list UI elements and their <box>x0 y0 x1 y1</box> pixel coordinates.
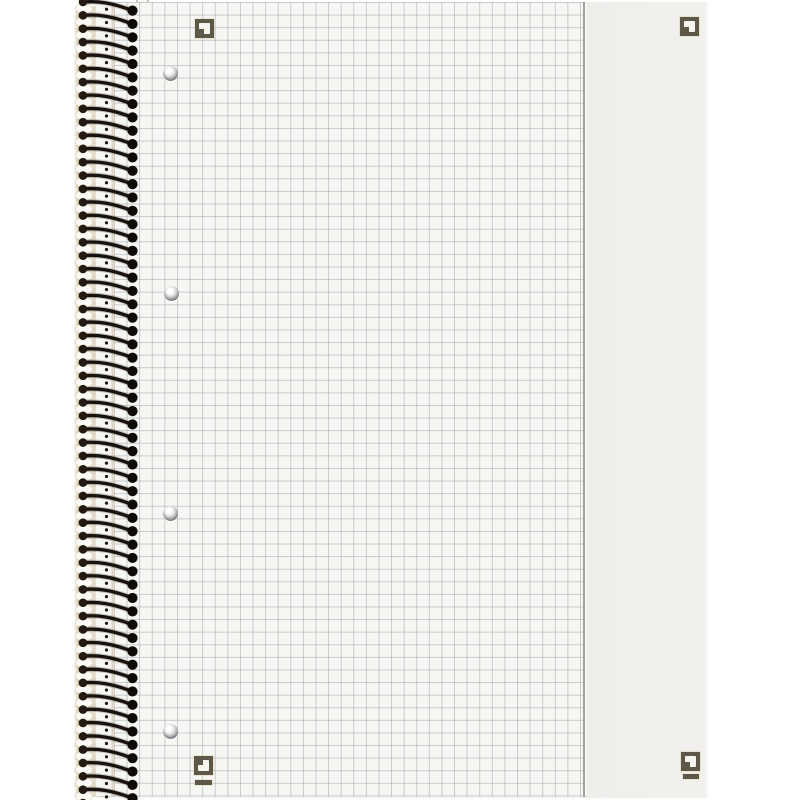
coil-wire-right-end <box>127 580 137 590</box>
coil-wire-left-end <box>79 612 88 621</box>
coil-wire-right-end <box>127 526 137 536</box>
coil-hole-dot <box>105 221 108 224</box>
coil-wire-left-end <box>79 398 88 407</box>
coil-wire-left-end <box>79 251 88 260</box>
coil-hole-dot <box>105 408 108 411</box>
coil-wire-left-end <box>79 478 88 487</box>
coil-wire-left-end <box>79 558 88 567</box>
coil-wire-right-end <box>127 700 137 710</box>
coil-hole-dot <box>105 675 108 678</box>
coil-hole-dot <box>105 8 108 11</box>
coil-wire-left-end <box>79 679 88 688</box>
coil-hole-dot <box>105 608 108 611</box>
coil-hole-dot <box>105 154 108 157</box>
coil-wire-right-end <box>127 473 137 483</box>
coil-hole-dot <box>105 315 108 318</box>
coil-hole-dot <box>105 542 108 545</box>
coil-wire-right-end <box>127 553 137 563</box>
grid-paper-area <box>114 2 585 797</box>
coil-wire-right-end <box>127 166 137 176</box>
coil-wire-right-end <box>127 419 137 429</box>
marker-nub <box>685 762 690 767</box>
coil-hole-dot <box>105 181 108 184</box>
coil-wire-right-end <box>127 326 137 336</box>
coil-hole-dot <box>105 61 108 64</box>
coil-wire-left-end <box>79 505 88 514</box>
coil-wire-left-end <box>79 692 88 701</box>
coil-hole-dot <box>105 622 108 625</box>
coil-wire-right-end <box>127 740 137 750</box>
coil-hole-dot <box>105 421 108 424</box>
coil-hole-dot <box>105 502 108 505</box>
coil-wire-left-end <box>79 185 88 194</box>
coil-wire-left-end <box>79 372 88 381</box>
coil-wire-left-end <box>79 358 88 367</box>
coil-wire-right-end <box>127 139 137 149</box>
coil-wire-left-end <box>79 652 88 661</box>
coil-wire-right-end <box>127 446 137 456</box>
coil-wire-left-end <box>79 331 88 340</box>
coil-hole-dot <box>105 235 108 238</box>
coil-wire-right-end <box>127 299 137 309</box>
coil-wire-right-end <box>127 620 137 630</box>
coil-wire-right-end <box>127 486 137 496</box>
coil-wire-left-end <box>79 492 88 501</box>
coil-hole-dot <box>105 488 108 491</box>
coil-hole-dot <box>105 21 108 24</box>
coil-wire-left-end <box>79 171 88 180</box>
coil-wire-right-end <box>127 273 137 283</box>
coil-wire-right-end <box>127 112 137 122</box>
coil-wire-right-end <box>127 459 137 469</box>
punch-hole <box>163 66 178 81</box>
coil-wire-right-end <box>127 499 137 509</box>
coil-wire-left-end <box>79 238 88 247</box>
coil-wire-right-end <box>127 353 137 363</box>
coil-wire-left-end <box>79 345 88 354</box>
coil-wire-right-end <box>127 513 137 523</box>
coil-wire-left-end <box>79 145 88 154</box>
coil-wire-right-end <box>127 46 137 56</box>
coil-wire-right-end <box>127 593 137 603</box>
coil-hole-dot <box>105 248 108 251</box>
coil-hole-dot <box>105 528 108 531</box>
coil-wire-right-end <box>127 660 137 670</box>
coil-wire-right-end <box>127 126 137 136</box>
coil-wire-left-end <box>79 572 88 581</box>
punch-hole <box>163 506 178 521</box>
scan-marker-bar-bottom-left <box>195 780 212 785</box>
coil-wire-right-end <box>127 393 137 403</box>
coil-wire-right-end <box>127 59 137 69</box>
scan-marker-top-left-icon <box>195 19 214 38</box>
marker-nub <box>199 29 204 34</box>
coil-wire-left-end <box>79 665 88 674</box>
coil-wire-left-end <box>79 131 88 140</box>
coil-wire-left-end <box>79 198 88 207</box>
coil-hole-dot <box>105 328 108 331</box>
coil-hole-dot <box>105 88 108 91</box>
coil-hole-dot <box>105 662 108 665</box>
punch-hole <box>164 286 179 301</box>
coil-hole-dot <box>105 101 108 104</box>
coil-hole-dot <box>105 795 108 798</box>
coil-wire-left-end <box>79 452 88 461</box>
coil-wire-left-end <box>79 639 88 648</box>
blank-margin-area <box>587 2 706 797</box>
coil-hole-dot <box>105 782 108 785</box>
coil-hole-dot <box>105 515 108 518</box>
coil-hole-dot <box>105 381 108 384</box>
coil-hole-dot <box>105 755 108 758</box>
coil-wire-right-end <box>127 192 137 202</box>
coil-wire-right-end <box>127 606 137 616</box>
punch-hole <box>163 724 178 739</box>
coil-wire-right-end <box>127 780 137 790</box>
coil-wire-right-end <box>127 19 137 29</box>
coil-wire-left-end <box>79 532 88 541</box>
coil-wire-right-end <box>127 32 137 42</box>
coil-hole-dot <box>105 595 108 598</box>
scan-marker-top-right-icon <box>680 17 699 36</box>
coil-hole-dot <box>105 48 108 51</box>
coil-wire-right-end <box>127 406 137 416</box>
coil-wire-left-end <box>79 291 88 300</box>
coil-hole-dot <box>105 195 108 198</box>
coil-wire-left-end <box>79 425 88 434</box>
coil-wire-left-end <box>79 51 88 60</box>
coil-wire-right-end <box>127 259 137 269</box>
coil-wire-left-end <box>79 785 88 794</box>
coil-wire-left-end <box>79 438 88 447</box>
coil-wire-right-end <box>127 646 137 656</box>
coil-wire-right-end <box>127 232 137 242</box>
coil-wire-left-end <box>79 225 88 234</box>
coil-hole-dot <box>105 568 108 571</box>
coil-wire-left-end <box>79 625 88 634</box>
coil-hole-dot <box>105 288 108 291</box>
coil-wire-right-end <box>127 246 137 256</box>
coil-hole-dot <box>105 769 108 772</box>
coil-wire-right-end <box>127 179 137 189</box>
coil-wire-left-end <box>79 412 88 421</box>
coil-wire-right-end <box>127 366 137 376</box>
coil-hole-dot <box>105 648 108 651</box>
coil-wire-left-end <box>79 385 88 394</box>
coil-wire-left-end <box>79 518 88 527</box>
coil-wire-right-end <box>127 152 137 162</box>
coil-hole-dot <box>105 742 108 745</box>
coil-hole-dot <box>105 635 108 638</box>
coil-wire-right-end <box>127 566 137 576</box>
coil-hole-dot <box>105 275 108 278</box>
coil-hole-dot <box>105 435 108 438</box>
coil-hole-dot <box>105 341 108 344</box>
coil-wire-right-end <box>127 686 137 696</box>
coil-wire-left-end <box>79 278 88 287</box>
coil-wire-left-end <box>79 772 88 781</box>
coil-wire-right-end <box>127 286 137 296</box>
coil-wire-left-end <box>79 745 88 754</box>
coil-wire-left-end <box>79 318 88 327</box>
coil-wire-left-end <box>79 64 88 73</box>
coil-hole-dot <box>105 128 108 131</box>
coil-wire-left-end <box>79 732 88 741</box>
coil-wire-left-end <box>79 305 88 314</box>
coil-hole-dot <box>105 395 108 398</box>
coil-wire-left-end <box>79 598 88 607</box>
scan-marker-bar-bottom-right <box>683 774 699 779</box>
spiral-coil <box>70 0 150 800</box>
coil-wire-left-end <box>79 465 88 474</box>
scan-marker-bottom-left-icon <box>194 756 213 775</box>
coil-hole-dot <box>105 475 108 478</box>
coil-hole-dot <box>105 729 108 732</box>
coil-hole-dot <box>105 301 108 304</box>
coil-wire-left-end <box>79 158 88 167</box>
coil-wire-left-end <box>79 759 88 768</box>
coil-wire-right-end <box>127 99 137 109</box>
coil-hole-dot <box>105 462 108 465</box>
coil-wire-left-end <box>79 78 88 87</box>
coil-wire-right-end <box>127 72 137 82</box>
coil-wire-left-end <box>79 11 88 20</box>
coil-hole-dot <box>105 355 108 358</box>
coil-wire-right-end <box>127 766 137 776</box>
coil-wire-right-end <box>127 6 137 16</box>
coil-wire-right-end <box>127 673 137 683</box>
coil-wire-right-end <box>127 339 137 349</box>
coil-hole-dot <box>105 261 108 264</box>
coil-wire-right-end <box>127 633 137 643</box>
coil-hole-dot <box>105 208 108 211</box>
coil-wire-left-end <box>79 545 88 554</box>
coil-hole-dot <box>105 715 108 718</box>
coil-wire-right-end <box>127 540 137 550</box>
coil-wire-left-end <box>79 38 88 47</box>
coil-wire-left-end <box>79 719 88 728</box>
coil-wire-left-end <box>79 105 88 114</box>
coil-wire-right-end <box>127 726 137 736</box>
coil-hole-dot <box>105 582 108 585</box>
coil-hole-dot <box>105 555 108 558</box>
marker-nub <box>198 760 203 765</box>
coil-hole-dot <box>105 168 108 171</box>
coil-wire-right-end <box>127 206 137 216</box>
coil-hole-dot <box>105 368 108 371</box>
coil-hole-dot <box>105 34 108 37</box>
coil-hole-dot <box>105 702 108 705</box>
coil-wire-right-end <box>127 313 137 323</box>
marker-nub <box>684 27 689 32</box>
coil-wire-left-end <box>79 118 88 127</box>
coil-hole-dot <box>105 141 108 144</box>
coil-hole-dot <box>105 74 108 77</box>
coil-wire-left-end <box>79 91 88 100</box>
coil-wire-right-end <box>127 219 137 229</box>
coil-wire-right-end <box>127 379 137 389</box>
coil-hole-dot <box>105 688 108 691</box>
coil-hole-dot <box>105 114 108 117</box>
coil-wire-right-end <box>127 713 137 723</box>
coil-hole-dot <box>105 448 108 451</box>
coil-wire-right-end <box>127 433 137 443</box>
coil-wire-left-end <box>79 585 88 594</box>
coil-wire-right-end <box>127 753 137 763</box>
coil-wire-right-end <box>127 86 137 96</box>
coil-wire-left-end <box>79 265 88 274</box>
scan-marker-bottom-right-icon <box>681 752 700 771</box>
coil-wire-left-end <box>79 211 88 220</box>
coil-wire-left-end <box>79 24 88 33</box>
coil-wire-left-end <box>79 705 88 714</box>
